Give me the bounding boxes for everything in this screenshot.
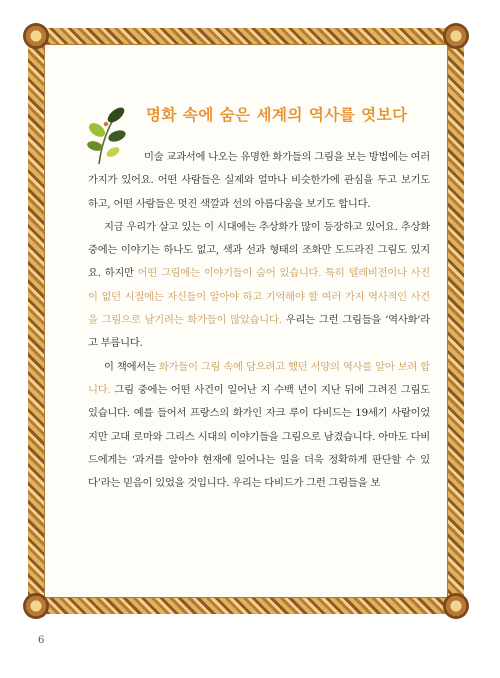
frame-corner-ornament	[23, 23, 49, 49]
paragraph-3-text-end: 그림 중에는 어떤 사건이 일어난 지 수백 년이 지난 뒤에 그려진 그림도 있습니다. 예를 들어서 프랑스의 화가인 자크 루이 다비드는 19세기 사람이었지만 고대 로마와 그리스 시대의 이야기들을 그림으로 남겼습니다. 아마도 다비드에게는 ‘과거를 알아야 현재에 일어나는 일을 더욱 정확하게 판단할 수 있다’라는 믿음이 있었을 것입니다. 우리는 다비드가 그런 그림들을 보	[88, 383, 430, 490]
frame-corner-ornament	[23, 593, 49, 619]
body-text	[88, 146, 430, 495]
paragraph-2-text-end: 우리는 그런 그림들을 ‘역사화’라고 부릅니다.	[88, 314, 430, 350]
paragraph-3-highlight: 화가들이 그림 속에 담으려고 했던 서양의 역사를 알아 보려 합니다.	[88, 360, 430, 396]
paragraph-3-text: 이 책에서는	[104, 360, 159, 373]
frame-corner-ornament	[443, 593, 469, 619]
paragraph-2-text: 지금 우리가 살고 있는 이 시대에는 추상화가 많이 등장하고 있어요. 추상화 중에는 이야기는 하나도 없고, 색과 선과 형태의 조화만 도드라진 그림도 있지요. 하지만	[88, 220, 430, 280]
paragraph-2-highlight: 어떤 그림에는 이야기들이 숨어 있습니다. 특히 텔레비전이나 사진이 없던 시절에는 자신들이 알아야 하고 기억해야 할 여러 가지 역사적인 사건을 그림으로 남기려는 화가들이 많았습니다.	[88, 267, 430, 327]
frame-corner-ornament	[443, 23, 469, 49]
page-title: 명화 속에 숨은 세계의 역사를 엿보다	[146, 106, 408, 124]
paragraph-1: 미술 교과서에 나오는 유명한 화가들의 그림을 보는 방법에는 여러 가지가 있어요. 어떤 사람들은 실제와 얼마나 비슷한가에 관심을 두고 보기도 하고, 어떤 사람들은 멋진 색깔과 선의 아름다움을 보기도 합니다.	[88, 151, 430, 210]
page-number: 6	[38, 635, 45, 646]
paragraph-2	[88, 216, 430, 356]
paragraph-3	[88, 356, 430, 496]
